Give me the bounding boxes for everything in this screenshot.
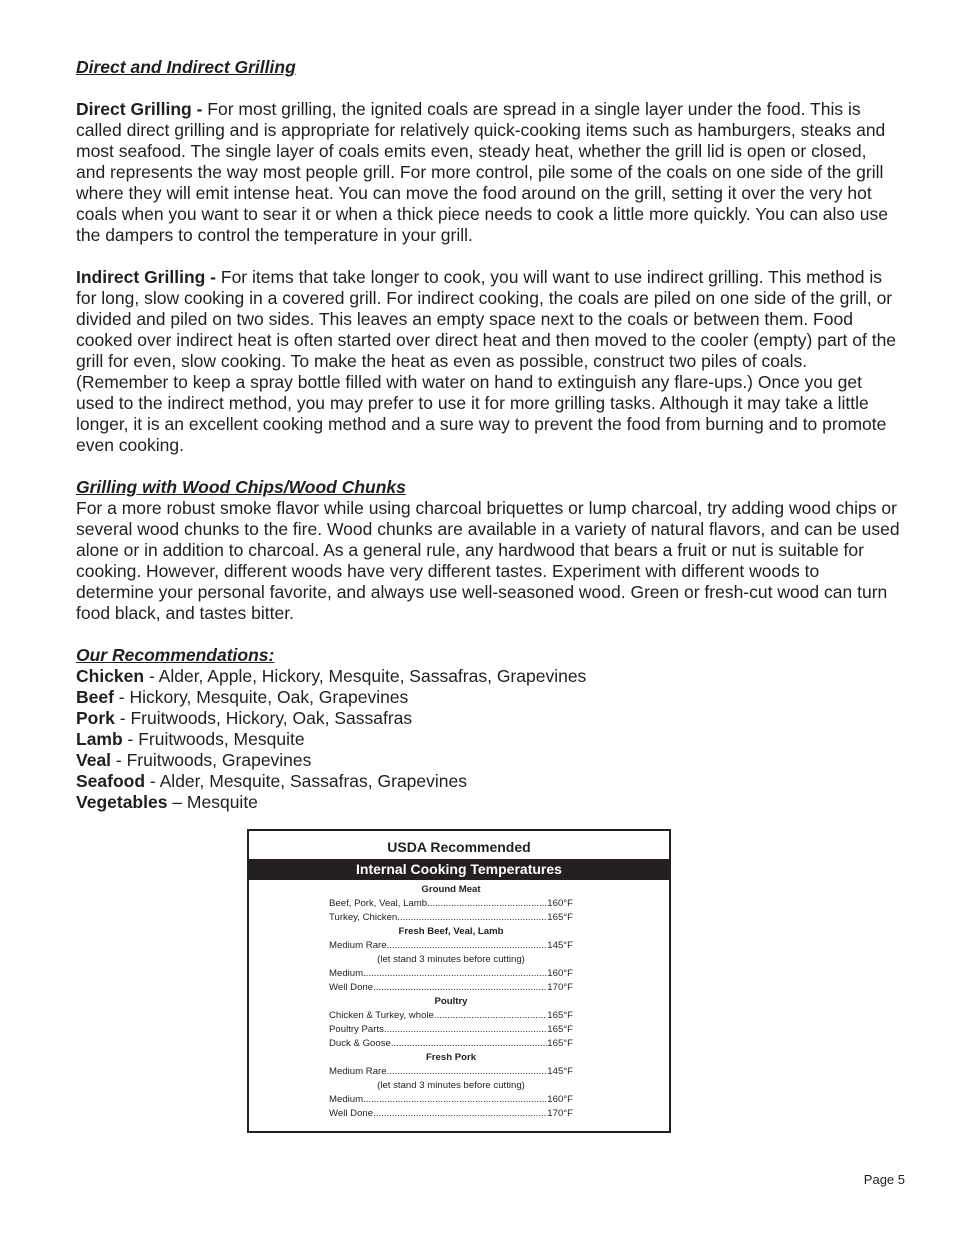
usda-temperature-value: 145°F: [547, 1066, 573, 1077]
usda-temperature-value: 145°F: [547, 940, 573, 951]
indirect-grilling-text: For items that take longer to cook, you will want to use indirect grilling. This method is for long, slow cooking in a covered grill. For indirect cooking, the coals are piled on one side of the grill, or divided and piled on two sides. This leaves an empty space next to the coals or between them. Food cooked over indirect heat is often started over direct heat and then moved to the cooler (empty) part of the grill for even, slow cooking. To make the heat as even as possible, construct two piles of coals. (Remember to keep a spray bottle filled with water on hand to extinguish any flare-ups.) Once you get used to the indirect method, you may prefer to use it for more grilling tasks. Although it may take a little longer, it is an excellent cooking method and a sure way to prevent the food from burning and to promote even cooking.: [76, 267, 897, 455]
usda-title-line1: USDA Recommended: [387, 839, 531, 855]
dot-leader: [434, 1009, 547, 1023]
page-number: Page 5: [863, 1172, 905, 1187]
usda-temperature-row: [329, 1009, 573, 1023]
dot-leader: [373, 1107, 547, 1121]
recommendation-item: Seafood - Alder, Mesquite, Sassafras, Grapevines: [76, 771, 468, 791]
usda-note: (let stand 3 minutes before cutting): [377, 1080, 525, 1091]
usda-temperature-box: [247, 829, 671, 1133]
recommendation-item: Pork - Fruitwoods, Hickory, Oak, Sassafras: [76, 708, 413, 728]
usda-item-label: Chicken & Turkey, whole: [329, 1010, 434, 1021]
usda-temperature-row: [329, 1093, 573, 1107]
recommendations-heading: Our Recommendations:: [76, 645, 275, 665]
recommendation-item: Beef - Hickory, Mesquite, Oak, Grapevines: [76, 687, 409, 707]
page-content: [76, 57, 900, 813]
usda-temperature-table: [329, 883, 573, 1121]
dot-leader: [387, 1065, 548, 1079]
dot-leader: [363, 1093, 547, 1107]
recommendation-item: Lamb - Fruitwoods, Mesquite: [76, 729, 305, 749]
usda-temperature-value: 165°F: [547, 912, 573, 923]
usda-temperature-value: 160°F: [547, 968, 573, 979]
usda-temperature-value: 160°F: [547, 898, 573, 909]
usda-temperature-value: 165°F: [547, 1010, 573, 1021]
recommendations-list: [76, 666, 900, 813]
dot-leader: [384, 1023, 547, 1037]
usda-item-label: Turkey, Chicken: [329, 912, 398, 923]
wood-chips-paragraph: For a more robust smoke flavor while using charcoal briquettes or lump charcoal, try adding wood chips or several wood chunks to the fire. Wood chunks are available in a variety of natural flavors, and can be used alone or in addition to charcoal. As a general rule, any hardwood that bears a fruit or nut is suitable for cooking. However, different woods have very different tastes. Experiment with different woods to determine your personal favorite, and always use well-seasoned wood. Green or fresh-cut wood can turn food black, and tastes bitter.: [76, 498, 900, 623]
usda-temperature-row: [329, 911, 573, 925]
direct-indirect-heading: Direct and Indirect Grilling: [76, 57, 296, 77]
indirect-grilling-label: Indirect Grilling -: [76, 267, 217, 287]
usda-item-label: Well Done: [329, 1108, 374, 1119]
usda-temperature-row: [329, 897, 573, 911]
usda-item-label: Medium Rare: [329, 1066, 387, 1077]
indirect-grilling-paragraph: [76, 267, 900, 456]
usda-temperature-row: [329, 981, 573, 995]
direct-grilling-paragraph: [76, 99, 900, 246]
recommendation-item: Veal - Fruitwoods, Grapevines: [76, 750, 312, 770]
usda-temperature-row: [329, 1065, 573, 1079]
usda-section-heading: Fresh Pork: [425, 1052, 477, 1063]
usda-temperature-value: 165°F: [547, 1038, 573, 1049]
usda-temperature-value: 165°F: [547, 1024, 573, 1035]
dot-leader: [373, 981, 547, 995]
dot-leader: [397, 911, 547, 925]
direct-grilling-text: For most grilling, the ignited coals are spread in a single layer under the food. This is called direct grilling and is appropriate for relatively quick-cooking items such as hamburgers, steaks and most seafood. The single layer of coals emits even, steady heat, whether the grill lid is open or closed, and represents the way most people grill. For more control, pile some of the coals on one side of the grill where they will emit intense heat. You can move the food around on the grill, setting it over the very hot coals when you want to sear it or when a thick piece needs to cook a little more quickly. You can also use the dampers to control the temperature in your grill.: [76, 99, 888, 245]
usda-temperature-row: [329, 1037, 573, 1051]
usda-temperature-row: [329, 967, 573, 981]
dot-leader: [427, 897, 547, 911]
dot-leader: [391, 1037, 547, 1051]
usda-section-heading: Fresh Beef, Veal, Lamb: [398, 926, 504, 937]
direct-grilling-label: Direct Grilling -: [76, 99, 203, 119]
usda-section-heading: Ground Meat: [421, 884, 481, 895]
usda-temperature-value: 160°F: [547, 1094, 573, 1105]
usda-item-label: Medium: [329, 1094, 364, 1105]
usda-item-label: Poultry Parts: [329, 1024, 384, 1035]
dot-leader: [363, 967, 547, 981]
wood-chips-heading: Grilling with Wood Chips/Wood Chunks: [76, 477, 406, 497]
usda-temperature-value: 170°F: [547, 1108, 573, 1119]
usda-note: (let stand 3 minutes before cutting): [377, 954, 525, 965]
usda-title-line2: Internal Cooking Temperatures: [249, 859, 669, 880]
usda-temperature-row: [329, 939, 573, 953]
recommendation-item: Vegetables – Mesquite: [76, 792, 258, 812]
dot-leader: [387, 939, 548, 953]
usda-item-label: Medium Rare: [329, 940, 387, 951]
usda-temperature-value: 170°F: [547, 982, 573, 993]
usda-item-label: Medium: [329, 968, 364, 979]
usda-item-label: Duck & Goose: [329, 1038, 391, 1049]
usda-temperature-row: [329, 1107, 573, 1121]
usda-temperature-row: [329, 1023, 573, 1037]
usda-item-label: Beef, Pork, Veal, Lamb: [329, 898, 428, 909]
usda-section-heading: Poultry: [434, 996, 468, 1007]
usda-item-label: Well Done: [329, 982, 374, 993]
recommendation-item: Chicken - Alder, Apple, Hickory, Mesquite, Sassafras, Grapevines: [76, 666, 587, 686]
